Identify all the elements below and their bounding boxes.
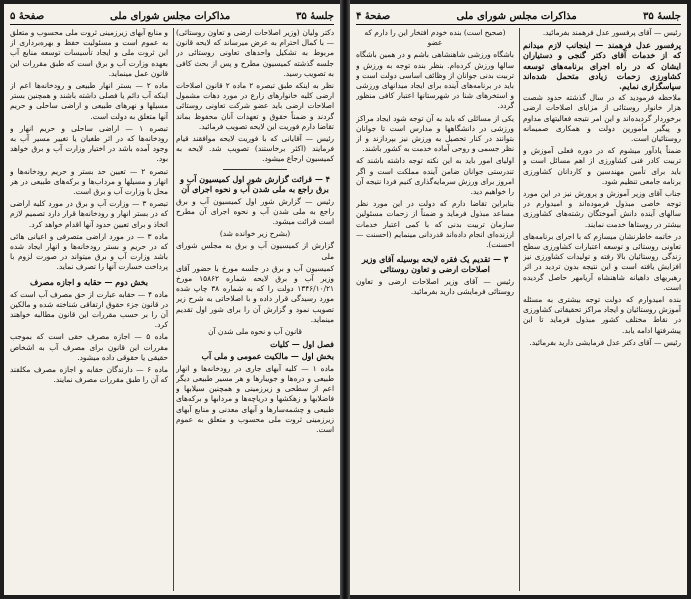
- paragraph: ماده ۱ — کلیه آبهای جاری در رودخانه‌ها و انهار طبیعی و دره‌ها و جویبارها و هر مسیر طبیعی دیگر اعم از سطحی و زیرزمینی و همچنین سیلابها و فاضلابها و زهکشها و دریاچه‌ها و مردابها و برکه‌های طبیعی و چشمه‌سارها و آبهای معدنی و منابع آبهای زیرزمینی ثروت ملی محسوب و متعلق به عموم است.: [176, 363, 334, 434]
- column-divider: [173, 28, 174, 591]
- paragraph: گزارش از کمیسیون آب و برق به مجلس شورای ملی: [176, 241, 334, 261]
- paragraph: کمیسیون آب و برق در جلسه مورخ با حضور آقای وزیر آب و برق لایحه شماره ۱۵۸۶۲ مورخ ۱۳۴۶/۱۰/۲۱ دولت را که به شماره ۳۸ چاپ شده مورد رسیدگی قرار داده و با اصلاحاتی به شرح زیر تصویب نمود و گزارش آن را برای شور اول تقدیم مینماید.: [176, 263, 334, 324]
- centered-note: (صحیح است) بنده خودم افتخار این را دارم که عضو: [364, 28, 506, 48]
- paragraph: و منابع آبهای زیرزمینی ثروت ملی محسوب و متعلق به عموم است و مسئولیت حفظ و بهره‌برداری از این ثروت ملی و ایجاد تأسیسات توسعه منابع آب بعهده وزارت آب و برق است که طبق مقررات این قانون عمل مینماید.: [10, 28, 168, 78]
- sub-heading: فصل اول — کلیات: [270, 339, 334, 350]
- paragraph: تبصره ۱ — اراضی ساحلی و حریم انهار و رودخانه‌ها که در اثر طغیان یا تغییر مسیر آب به وجود آمده باشد در اختیار وزارت آب و برق خواهد بود.: [10, 123, 168, 164]
- paragraph: رئیس — گزارش شور اول کمیسیون آب و برق راجع به ملی شدن آب و نحوه اجرای آن مطرح است قرائت میشود.: [176, 196, 334, 227]
- page-5: [4, 4, 340, 595]
- column-right: [176, 28, 334, 591]
- paragraph: رئیس — آقای دکتر عدل فرمایشی دارید بفرمائید.: [529, 337, 681, 347]
- page-columns: [10, 28, 334, 591]
- paragraph: تبصره ۳ — وزارت آب و برق در مورد کلیه اراضی که در بستر انهار و رودخانه‌ها قرار دارد تصمیم لازم اتخاذ و برای تعیین حدود آنها اقدام خواهد کرد.: [10, 199, 168, 229]
- paragraph: در خاتمه خاطرنشان میسازم که با اجرای برنامه‌های تعاونی روستائی و توسعه اعتبارات کشاورزی سطح زندگی روستائیان بالا رفته و تولیدات کشاورزی نیز افزایش یافته است و این نتیجه بدون تردید در اثر رهبریهای داهیانه شاهنشاه آریامهر حاصل گردیده است.: [523, 231, 681, 292]
- column-left: [10, 28, 168, 591]
- book-gutter: [340, 0, 350, 599]
- header-title: مذاکرات مجلس شورای ملی: [110, 10, 231, 22]
- sub-heading: پرفسور عدل فرهمند — اینجانب لازم میدانم که از خدمات آقای دکتر گنجی و دستیاران ایشان که در راه اجرای برنامه‌های توسعه کشاورزی زحمات زیادی متحمل شده‌اند سپاسگزاری نمایم.: [523, 40, 681, 92]
- centered-note: قانون آب و نحوه ملی شدن آن: [208, 327, 302, 337]
- column-divider: [519, 28, 520, 591]
- section-divider: [223, 169, 286, 170]
- paragraph: نظر به اینکه طبق تبصره ۲ ماده ۲ قانون اصلاحات ارضی کلیه خانوارهای زارع در مورد دهات مشمول اصلاحات ارضی باید عضو شرکت تعاونی روستائی گردند و ضمناً حقوق و تعهدات آنان محفوظ بماند تقاضا دارم فوریت این لایحه تصویب فرمائید.: [176, 81, 334, 131]
- paragraph: بنابراین تقاضا دارم که دولت در این مورد نظر مساعد مبذول فرماید و ضمناً از زحمات مسئولین سازمان تربیت بدنی که با کمی اعتبار خدمات ارزنده‌ای انجام داده‌اند قدردانی مینمایم (احسنت — احسنت).: [356, 199, 514, 250]
- paragraph: ماده ۶ — دارندگان حقابه و اجازه مصرف مکلفند که آن را طبق مقررات مصرف نمایند.: [10, 365, 168, 385]
- paragraph: ماده ۳ — در مورد اراضی متصرفی و اعیانی هائی که در حریم و بستر رودخانه‌ها و انهار ایجاد شده باشد وزارت آب و برق میتواند در صورت لزوم با پرداخت خسارت آنها را تصرف نماید.: [10, 231, 168, 272]
- header-title: مذاکرات مجلس شورای ملی: [456, 10, 577, 22]
- paragraph: باشگاه ورزشی شاهنشاهی باشم و در همین باشگاه سالها ورزش کرده‌ام. بنظر بنده توجه به ورزش و تربیت بدنی جوانان از وظائف اساسی دولت است و باید در برنامه‌های آینده برای ایجاد میدانهای ورزشی و استخرهای شنا در شهرستانها اعتبار کافی منظور گردد.: [356, 50, 514, 111]
- paragraph: اولیای امور باید به این نکته توجه داشته باشند که تندرستی جوانان ضامن آینده مملکت است و اگر امروز برای ورزش سرمایه‌گذاری کنیم فردا نتیجه آن را خواهیم دید.: [356, 156, 514, 197]
- paragraph: ملاحظه فرمودید که در سال گذشته حدود شصت هزار خانوار روستائی از مزایای اصلاحات ارضی برخوردار گردیده‌اند و این امر نتیجه فعالیتهای مداوم و پیگیر مأمورین دولت و همکاری صمیمانه روستائیان است.: [523, 93, 681, 144]
- section-heading: ۴ — قرائت گزارش شور اول کمیسیون آب و برق راجع به ملی شدن آب و نحوه اجرای آن: [180, 173, 330, 194]
- page-header: [10, 8, 334, 25]
- paragraph: رئیس — آقایانی که با فوریت لایحه موافقند قیام فرمایند (اکثر برخاستند) تصویب شد. لایحه به کمیسیون ارجاع میشود.: [176, 134, 334, 164]
- column-left: [356, 28, 514, 591]
- paragraph: ماده ۵ — اجازه مصرف حقی است که بموجب مقررات این قانون برای مصرف آب به اشخاص حقیقی یا حقوقی داده میشود.: [10, 332, 168, 362]
- section-heading: بخش دوم — حقابه و اجازه مصرف: [29, 276, 149, 287]
- paragraph: ماده ۲ — بستر انهار طبیعی و رودخانه‌ها اعم از اینکه آب دائم یا فصلی داشته باشند و همچنین بستر مسیلها و نهرهای طبیعی و اراضی ساحلی و حریم آنها متعلق به دولت است.: [10, 81, 168, 121]
- page-number: صفحهٔ ۴: [356, 10, 391, 22]
- section-heading: ۳ — تقدیم یک فقره لایحه بوسیله آقای وزیر اصلاحات ارضی و تعاون روستائی: [361, 254, 509, 275]
- paragraph: جناب آقای وزیر آموزش و پرورش نیز در این مورد توجه خاصی مبذول فرموده‌اند و امیدوارم در سالهای آینده دانش آموختگان رشته‌های کشاورزی بیشتر در روستاها خدمت نمایند.: [523, 189, 681, 229]
- paragraph: رئیس — آقای وزیر اصلاحات ارضی و تعاون روستائی فرمایشی دارید بفرمائید.: [356, 277, 514, 297]
- paragraph: رئیس — آقای پرفسور عدل فرهمند بفرمائید.: [542, 28, 681, 37]
- sub-heading: بخش اول — مالکیت عمومی و ملی آب: [201, 351, 334, 362]
- page-columns: [356, 28, 681, 591]
- paragraph: ضمناً یادآور میشوم که در دوره فعلی آموزش و تربیت کادر فنی کشاورزی از اهم مسائل است و باید برای تأمین مهندسین و کاردانان کشاورزی برنامه جامعی تنظیم شود.: [523, 146, 681, 186]
- page-header: [356, 8, 681, 25]
- paragraph: تبصره ۲ — تعیین حد بستر و حریم رودخانه‌ها و انهار و مسیلها و مرداب‌ها و برکه‌های طبیعی در هر محل با وزارت آب و برق است.: [10, 166, 168, 197]
- paragraph: بنده امیدوارم که دولت توجه بیشتری به مسئله آموزش روستائیان و ایجاد مراکز تحقیقاتی کشاورزی در نقاط مختلف کشور مبذول فرماید تا این پیشرفتها ادامه یابد.: [523, 295, 681, 335]
- paragraph: ماده ۴ — حقابه عبارت از حق مصرف آب است که در قانون جزء حقوق ارتفاقی شناخته شده و مالکین آن را بر حسب مقررات این قانون مطالبه خواهند کرد.: [10, 289, 168, 330]
- paragraph: دکتر ولیان (وزیر اصلاحات ارضی و تعاون روستائی) — با کمال احترام به عرض میرساند که لایحه قانون مربوط به تشکیل واحدهای تعاونی روستائی در جلسه گذشته کمیسیون مطرح و پس از بحث کافی به تصویب رسید.: [176, 28, 334, 78]
- page-number: صفحهٔ ۵: [10, 10, 45, 22]
- centered-note: (بشرح زیر خوانده شد): [219, 229, 291, 239]
- page-4: [350, 4, 687, 595]
- session-label: جلسهٔ ۳۵: [642, 10, 681, 22]
- paragraph: یکی از مسائلی که باید به آن توجه شود ایجاد مراکز ورزشی در دانشگاهها و مدارس است تا جوانان بتوانند در کنار تحصیل به ورزش نیز بپردازند و از نظر جسمی و روحی آماده خدمت به کشور باشند.: [356, 113, 514, 154]
- session-label: جلسهٔ ۳۵: [295, 10, 334, 22]
- column-right: [523, 28, 681, 591]
